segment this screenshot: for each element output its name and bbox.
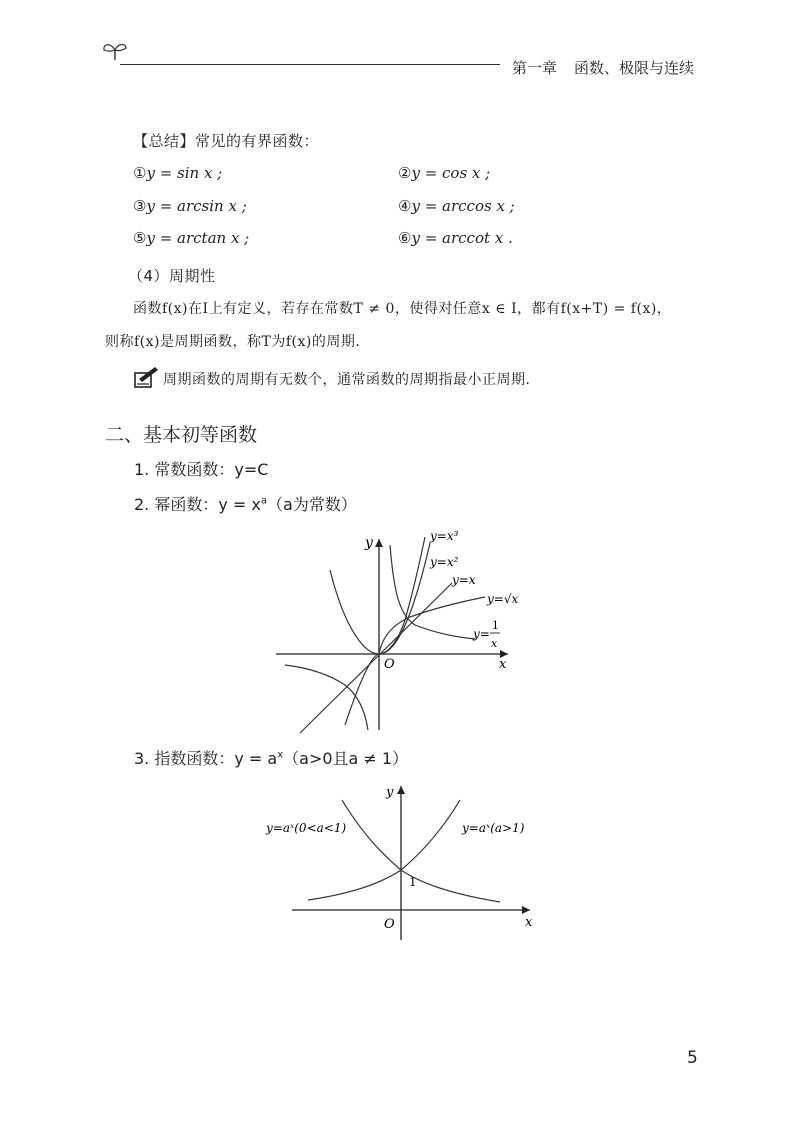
label-square: y=x² (430, 555, 459, 569)
y-axis-label: y (365, 535, 373, 551)
summary-label: 【总结】常见的有界函数： (133, 132, 320, 150)
exponential-graph (260, 780, 550, 945)
curve-reciprocal-neg (285, 665, 368, 730)
page-number: 5 (687, 1048, 698, 1068)
chapter-title: 函数、极限与连续 (574, 59, 695, 77)
bounded-func-3: ③y = arcsin x ; (133, 197, 247, 215)
section-title: 二、基本初等函数 (105, 424, 258, 446)
bounded-func-4: ④y = arccos x ; (398, 197, 515, 215)
label-sqrt: y=√x (487, 592, 519, 606)
label-reciprocal: y= (473, 627, 490, 641)
periodicity-def-line1: 函数f(x)在I上有定义，若存在常数T ≠ 0，使得对任意x ∈ I，都有f(x+T) = f(x)， (133, 301, 672, 317)
power-function: 2. 幂函数：$y = x^a(a$为常数） (134, 495, 357, 514)
label-exp-right: y=aˣ(a>1) (462, 821, 525, 835)
label-reciprocal-top: 1 (492, 619, 499, 632)
curve-x-squared (330, 543, 430, 654)
periodicity-def-line2: 则称f(x)是周期函数，称T为f(x)的周期． (105, 334, 370, 350)
periodicity-heading: （4）周期性 (128, 267, 216, 285)
origin-label: O (384, 917, 395, 932)
power-function-graph (270, 525, 535, 735)
x-axis-arrow (522, 906, 530, 914)
curve-x-cubed (345, 537, 425, 725)
origin-label: O (384, 657, 395, 672)
chapter-label: 第一章 (512, 59, 558, 77)
constant-function: 1. 常数函数：y=C (134, 460, 269, 479)
bounded-func-2: ②y = cos x ; (398, 164, 491, 182)
label-linear: y=x (452, 573, 476, 587)
x-axis-label: x (499, 657, 507, 672)
label-reciprocal-bottom: x (491, 637, 498, 650)
sprout-icon (100, 38, 130, 62)
periodicity-note: 周期函数的周期有无数个，通常函数的周期指最小正周期． (163, 372, 540, 388)
label-cube: y=x³ (430, 529, 459, 543)
y-axis-arrow (375, 539, 383, 547)
label-exp-left: y=aˣ(0<a<1) (266, 821, 347, 835)
y-axis-label: y (386, 785, 394, 800)
header-rule (120, 64, 500, 65)
x-axis-label: x (525, 915, 533, 930)
curve-x-linear (300, 583, 452, 733)
exponential-function: 3. 指数函数：$y = a^x(a>0$且a ≠ 1） (134, 749, 409, 768)
intercept-label: 1 (409, 875, 417, 889)
curve-exp-a-gt-1 (308, 800, 460, 900)
curve-sqrt-x (379, 597, 485, 654)
bounded-func-5: ⑤y = arctan x ; (133, 229, 250, 247)
bounded-func-1: ①y = sin x ; (133, 164, 223, 182)
bounded-func-6: ⑥y = arccot x . (398, 229, 513, 247)
note-pencil-icon (133, 365, 159, 389)
y-axis-arrow (397, 786, 405, 794)
